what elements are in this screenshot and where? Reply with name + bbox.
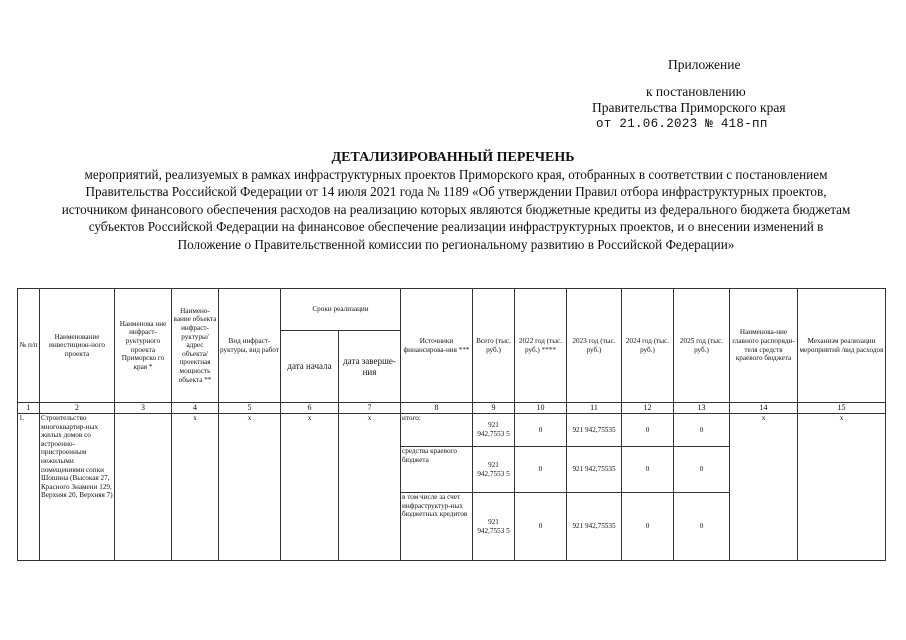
column-number: 13 [674,403,730,414]
column-number: 14 [730,403,798,414]
document-description: мероприятий, реализуемых в рамках инфраструктурных проектов Приморского края, отобранных в соответствии с постановлением Правительства Российской Федерации от 14 июля 2021 года № 1189 «Об утверждении Правил отбора инфраструктурных проектов, источником финансового обеспечения расходов на реализацию которых являются бюджетные кредиты из федерального бюджета бюджетам субъектов Российской Федерации на финансовое обеспечение реализации инфраструктурных проектов, и о внесении изменений в Положение о Правительственной комиссии по региональному развитию в Российской Федерации» [61,167,851,252]
finance-2025: 0 [674,493,730,561]
infrastructure-object-cell: x [172,414,219,561]
header-2023: 2023 год (тыс. руб.) [567,289,622,403]
header-infrastructure-type: Вид инфраст-руктуры, вид работ [219,289,281,403]
column-number: 3 [115,403,172,414]
finance-2023: 921 942,75535 [567,414,622,447]
table-row [18,414,886,447]
column-number: 9 [473,403,515,414]
finance-source: итого: [401,414,473,447]
finance-2022: 0 [515,447,567,493]
end-date-cell: x [339,414,401,561]
finance-2025: 0 [674,414,730,447]
header-2024: 2024 год (тыс. руб.) [622,289,674,403]
finance-source: в том числе за счет инфраструктур-ных бюджетных кредитов [401,493,473,561]
start-date-cell: x [281,414,339,561]
finance-2024: 0 [622,414,674,447]
finance-total: 921 942,7553 5 [473,414,515,447]
resolution-date-number: от 21.06.2023 № 418-пп [596,117,768,131]
manager-cell: x [730,414,798,561]
column-number: 11 [567,403,622,414]
details-table [17,288,886,561]
investment-project-name: Строительство многоквартир-ных жилых домов со встроенно-пристроенным нежилыми помещениями сопки Шошина (Высокая 27, Красного Знамени 129, Верхняя 20, Верхняя 7) [40,414,115,561]
finance-total: 921 942,7553 5 [473,447,515,493]
header-investment-project: Наименование инвестицион-ного проекта [40,289,115,403]
header-end-date: дата заверше-ния [339,331,401,403]
header-mechanism: Механизм реализации мероприятий /вид расходов [798,289,886,403]
row-number: 1. [18,414,40,561]
to-resolution-label: к постановлению [646,84,746,99]
column-number: 5 [219,403,281,414]
header-infrastructure-object: Наимено-вание объекта инфраст-руктуры/ адрес объекта/ проектная мощность объекта ** [172,289,219,403]
finance-2022: 0 [515,414,567,447]
finance-2023: 921 942,75535 [567,493,622,561]
header-2022: 2022 год (тыс. руб.) **** [515,289,567,403]
header-infrastructure-project: Наименова ние инфраст-руктурного проекта Приморско го края * [115,289,172,403]
column-number: 8 [401,403,473,414]
document-title: ДЕТАЛИЗИРОВАННЫЙ ПЕРЕЧЕНЬ [331,150,575,165]
header-terms: Сроки реализации [281,289,401,331]
header-num: № п/п [18,289,40,403]
column-number: 10 [515,403,567,414]
mechanism-cell: x [798,414,886,561]
column-number: 7 [339,403,401,414]
column-number: 6 [281,403,339,414]
header-manager: Наименова-ние главного распоряди-теля средств краевого бюджета [730,289,798,403]
header-sources: Источники финансирова-ния *** [401,289,473,403]
government-label: Правительства Приморского края [592,100,786,115]
header-total: Всего (тыс. руб.) [473,289,515,403]
column-number-row [18,403,886,414]
column-number: 12 [622,403,674,414]
finance-2024: 0 [622,447,674,493]
finance-2024: 0 [622,493,674,561]
finance-2025: 0 [674,447,730,493]
infrastructure-type-cell: x [219,414,281,561]
table-header-row [18,289,886,331]
column-number: 1 [18,403,40,414]
column-number: 15 [798,403,886,414]
header-start-date: дата начала [281,331,339,403]
column-number: 2 [40,403,115,414]
finance-2023: 921 942,75535 [567,447,622,493]
infrastructure-project-cell [115,414,172,561]
appendix-label: Приложение [668,57,741,72]
finance-source: средства краевого бюджета [401,447,473,493]
finance-total: 921 942,7553 5 [473,493,515,561]
column-number: 4 [172,403,219,414]
finance-2022: 0 [515,493,567,561]
header-2025: 2025 год (тыс. руб.) [674,289,730,403]
